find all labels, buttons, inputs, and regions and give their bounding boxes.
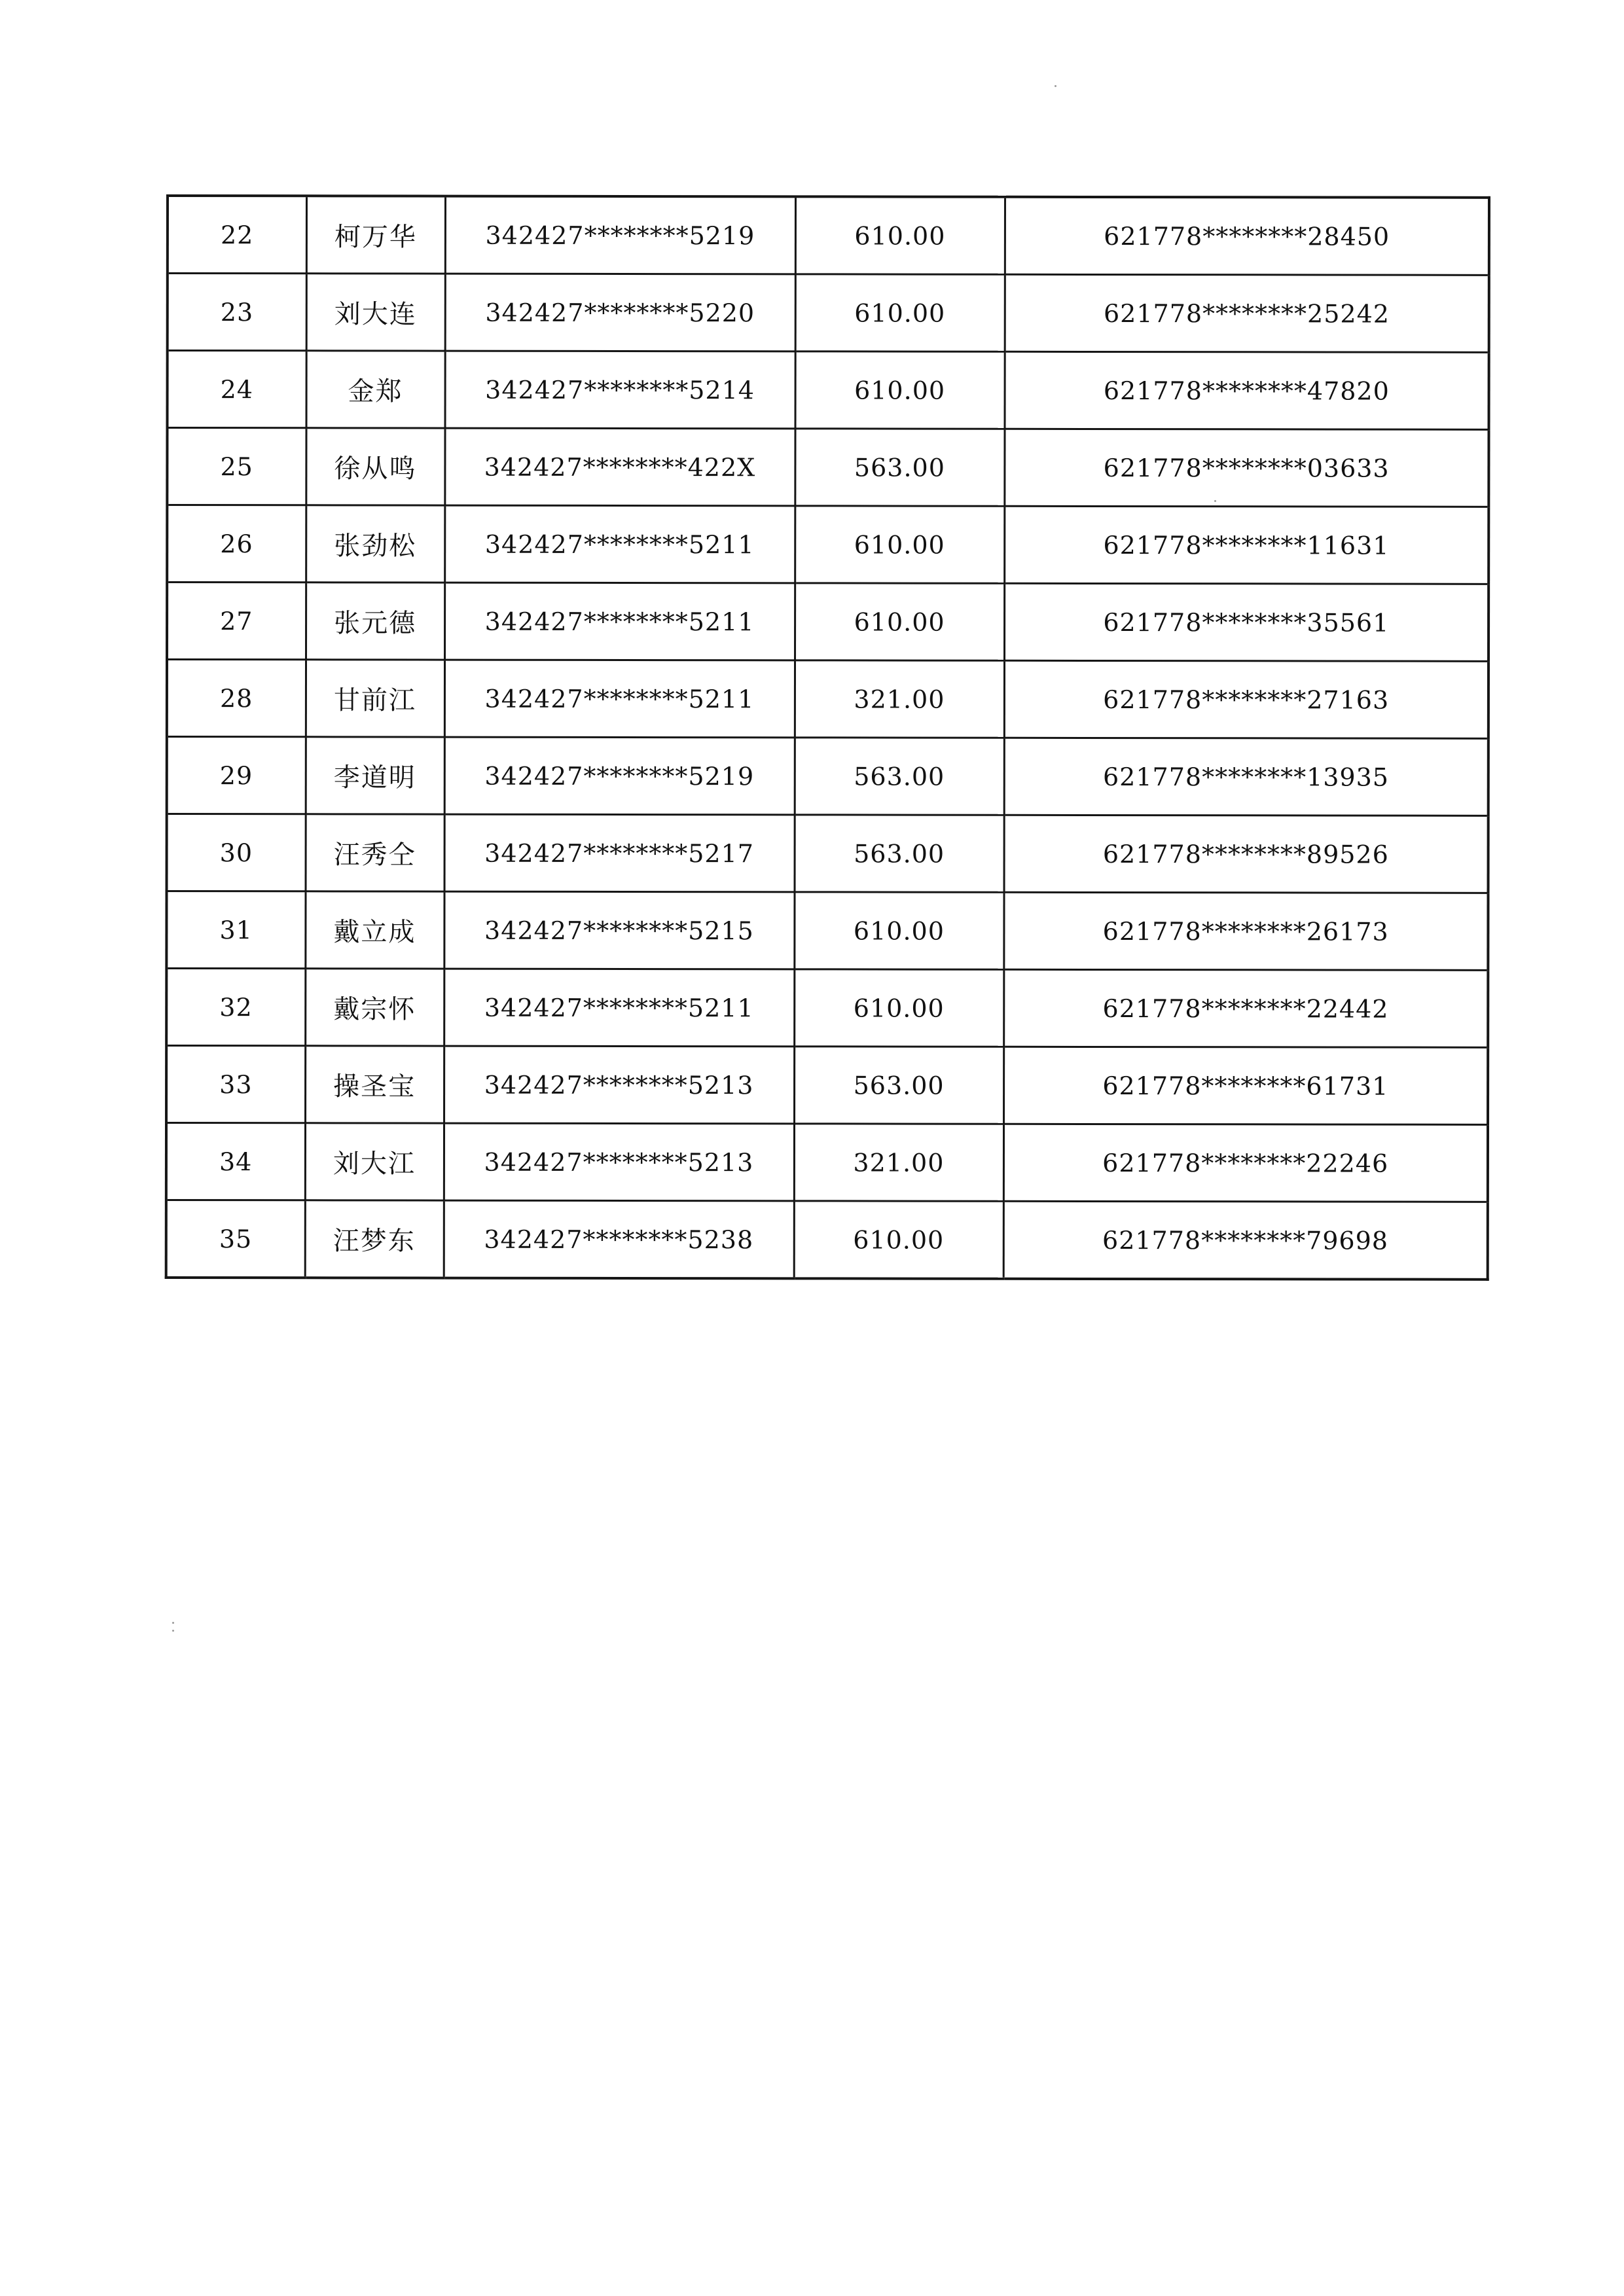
row-number-cell: 34	[166, 1123, 305, 1200]
amount-cell: 610.00	[795, 351, 1005, 429]
row-number-cell: 28	[167, 660, 306, 737]
table-row	[166, 891, 1488, 971]
bank-card-cell: 621778********27163	[1004, 660, 1489, 738]
id-number-cell: 342427********5213	[444, 1123, 794, 1201]
id-number-cell: 342427********5211	[444, 660, 795, 738]
bank-card-cell: 621778********61731	[1003, 1047, 1488, 1124]
amount-cell: 610.00	[794, 892, 1003, 969]
name-cell: 汪梦东	[305, 1200, 444, 1278]
row-number-cell: 27	[167, 583, 306, 660]
payment-roster-table	[165, 194, 1490, 1281]
name-cell: 柯万华	[306, 196, 445, 274]
amount-cell: 610.00	[795, 274, 1005, 351]
bank-card-cell: 621778********26173	[1003, 892, 1488, 970]
table-row	[167, 428, 1489, 507]
name-cell: 徐从鸣	[306, 428, 444, 505]
row-number-cell: 35	[166, 1200, 305, 1278]
row-number-cell: 31	[166, 891, 305, 969]
name-cell: 操圣宝	[305, 1046, 444, 1123]
amount-cell: 610.00	[794, 969, 1003, 1047]
scan-speck	[172, 1622, 174, 1624]
bank-card-cell: 621778********89526	[1004, 815, 1489, 893]
name-cell: 张劲松	[306, 505, 444, 583]
amount-cell: 563.00	[795, 815, 1004, 892]
table-row	[166, 1123, 1488, 1202]
row-number-cell: 26	[167, 505, 306, 583]
row-number-cell: 29	[167, 737, 306, 814]
table-row	[168, 351, 1489, 430]
bank-card-cell: 621778********25242	[1005, 274, 1489, 352]
table-row	[166, 1046, 1488, 1125]
id-number-cell: 342427********5219	[445, 196, 795, 274]
id-number-cell: 342427********5211	[444, 505, 795, 583]
name-cell: 戴立成	[305, 891, 444, 969]
scan-speck	[172, 1630, 174, 1632]
name-cell: 甘前江	[306, 660, 444, 737]
id-number-cell: 342427********422X	[444, 428, 795, 506]
id-number-cell: 342427********5219	[444, 737, 795, 815]
name-cell: 刘大江	[305, 1123, 444, 1200]
table-row	[167, 660, 1489, 739]
amount-cell: 321.00	[795, 660, 1004, 738]
scan-speck	[1214, 500, 1216, 502]
row-number-cell: 25	[167, 428, 306, 505]
row-number-cell: 33	[166, 1046, 305, 1123]
table-row	[166, 969, 1488, 1048]
id-number-cell: 342427********5211	[444, 583, 795, 660]
amount-cell: 610.00	[794, 1201, 1003, 1279]
id-number-cell: 342427********5217	[444, 814, 795, 892]
name-cell: 刘大连	[306, 274, 445, 351]
table-row	[168, 196, 1489, 275]
amount-cell: 321.00	[794, 1124, 1003, 1201]
bank-card-cell: 621778********35561	[1004, 583, 1489, 661]
row-number-cell: 23	[168, 274, 306, 351]
amount-cell: 563.00	[795, 738, 1004, 815]
bank-card-cell: 621778********13935	[1004, 738, 1489, 816]
amount-cell: 610.00	[795, 506, 1004, 583]
table-row	[167, 814, 1489, 893]
id-number-cell: 342427********5220	[445, 274, 795, 351]
id-number-cell: 342427********5211	[444, 969, 794, 1047]
amount-cell: 563.00	[794, 1047, 1003, 1124]
name-cell: 李道明	[306, 737, 444, 814]
bank-card-cell: 621778********22246	[1003, 1124, 1488, 1202]
row-number-cell: 30	[167, 814, 306, 891]
row-number-cell: 32	[166, 969, 305, 1046]
bank-card-cell: 621778********03633	[1004, 429, 1489, 507]
bank-card-cell: 621778********11631	[1004, 506, 1489, 584]
table-row	[167, 505, 1489, 584]
table-row	[167, 737, 1489, 816]
bank-card-cell: 621778********22442	[1003, 969, 1488, 1047]
id-number-cell: 342427********5215	[444, 891, 794, 969]
roster-body	[166, 196, 1489, 1280]
bank-card-cell: 621778********28450	[1005, 197, 1489, 276]
row-number-cell: 24	[168, 351, 306, 428]
amount-cell: 610.00	[795, 196, 1005, 274]
table-row	[167, 583, 1489, 662]
amount-cell: 563.00	[795, 429, 1004, 506]
row-number-cell: 22	[168, 196, 306, 274]
table-row	[166, 1200, 1488, 1280]
name-cell: 张元德	[306, 583, 444, 660]
id-number-cell: 342427********5214	[445, 351, 795, 429]
id-number-cell: 342427********5213	[444, 1046, 794, 1124]
name-cell: 金郑	[306, 351, 445, 428]
table-row	[168, 274, 1489, 353]
bank-card-cell: 621778********79698	[1003, 1201, 1488, 1280]
amount-cell: 610.00	[795, 583, 1004, 660]
name-cell: 汪秀仝	[306, 814, 444, 891]
bank-card-cell: 621778********47820	[1005, 351, 1489, 429]
name-cell: 戴宗怀	[305, 969, 444, 1046]
id-number-cell: 342427********5238	[444, 1200, 794, 1278]
scan-speck	[1055, 85, 1056, 87]
